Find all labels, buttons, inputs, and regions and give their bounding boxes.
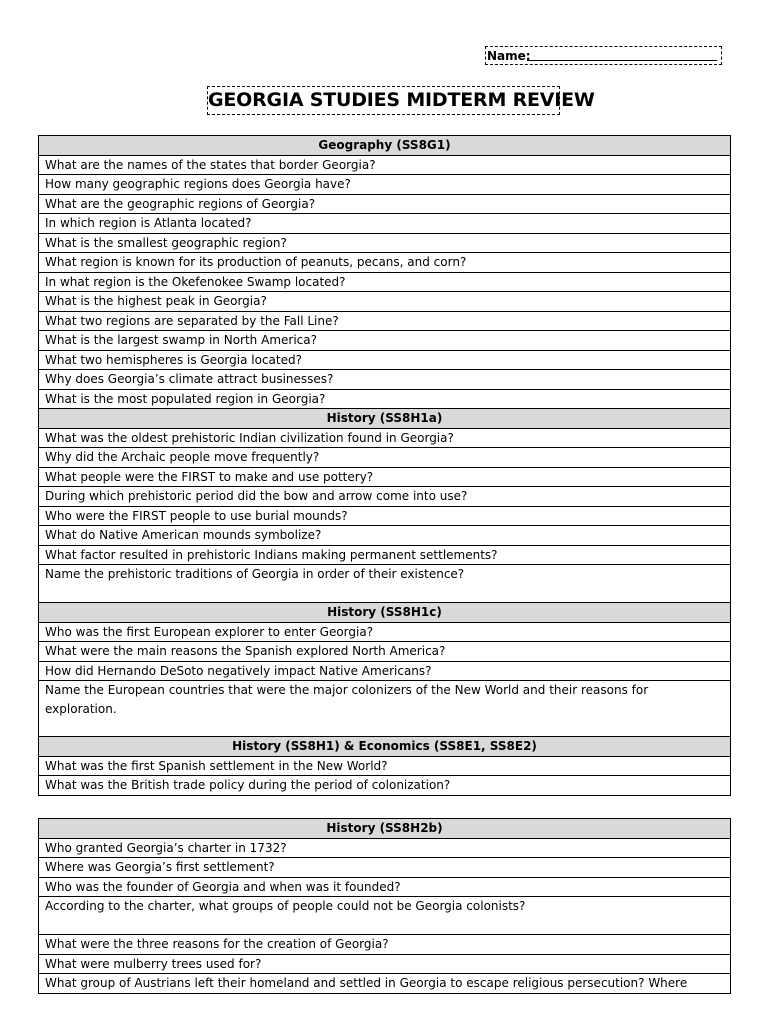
question-row: [39, 526, 731, 546]
question-cell: According to the charter, what groups of people could not be Georgia colonists?: [39, 897, 731, 935]
review-table-2: [38, 818, 731, 994]
name-label: Name:: [487, 49, 531, 63]
question-row: [39, 622, 731, 642]
question-cell: What factor resulted in prehistoric Indians making permanent settlements?: [39, 545, 731, 565]
page-title: GEORGIA STUDIES MIDTERM REVIEW: [207, 86, 560, 115]
question-cell: What region is known for its production of peanuts, pecans, and corn?: [39, 253, 731, 273]
section-header-row: [39, 409, 731, 429]
question-cell: During which prehistoric period did the bow and arrow come into use?: [39, 487, 731, 507]
question-row: [39, 565, 731, 603]
question-row: [39, 311, 731, 331]
question-row: [39, 331, 731, 351]
question-cell: What is the smallest geographic region?: [39, 233, 731, 253]
question-cell: How many geographic regions does Georgia have?: [39, 175, 731, 195]
question-cell: Who granted Georgia’s charter in 1732?: [39, 838, 731, 858]
question-row: [39, 776, 731, 796]
question-row: [39, 661, 731, 681]
question-cell: Why did the Archaic people move frequently?: [39, 448, 731, 468]
question-row: [39, 370, 731, 390]
question-cell: What are the names of the states that border Georgia?: [39, 155, 731, 175]
question-cell: Who were the FIRST people to use burial mounds?: [39, 506, 731, 526]
question-cell: What do Native American mounds symbolize?: [39, 526, 731, 546]
question-cell: What is the largest swamp in North America?: [39, 331, 731, 351]
question-row: [39, 292, 731, 312]
question-row: [39, 487, 731, 507]
question-cell: What two regions are separated by the Fall Line?: [39, 311, 731, 331]
question-cell: Who was the founder of Georgia and when was it founded?: [39, 877, 731, 897]
question-row: [39, 428, 731, 448]
question-cell: Where was Georgia’s first settlement?: [39, 858, 731, 878]
question-row: [39, 214, 731, 234]
question-row: [39, 233, 731, 253]
section-header-row: [39, 737, 731, 757]
question-cell: What is the most populated region in Georgia?: [39, 389, 731, 409]
question-cell: What are the geographic regions of Georgia?: [39, 194, 731, 214]
question-cell: Who was the first European explorer to enter Georgia?: [39, 622, 731, 642]
question-row: [39, 877, 731, 897]
question-cell: What were the main reasons the Spanish explored North America?: [39, 642, 731, 662]
question-row: [39, 272, 731, 292]
question-cell: What were mulberry trees used for?: [39, 954, 731, 974]
question-cell: What was the oldest prehistoric Indian civilization found in Georgia?: [39, 428, 731, 448]
question-row: [39, 974, 731, 994]
question-row: [39, 858, 731, 878]
section-heading: History (SS8H1) & Economics (SS8E1, SS8E2): [39, 737, 731, 757]
question-cell: What was the first Spanish settlement in the New World?: [39, 756, 731, 776]
question-cell: In which region is Atlanta located?: [39, 214, 731, 234]
name-field[interactable]: [485, 46, 722, 65]
question-row: [39, 448, 731, 468]
review-table-1: [38, 135, 731, 796]
question-cell: Name the prehistoric traditions of Georgia in order of their existence?: [39, 565, 731, 603]
question-row: [39, 350, 731, 370]
question-row: [39, 681, 731, 737]
question-cell: What is the highest peak in Georgia?: [39, 292, 731, 312]
question-cell: How did Hernando DeSoto negatively impact Native Americans?: [39, 661, 731, 681]
section-heading: History (SS8H1a): [39, 409, 731, 429]
question-row: [39, 838, 731, 858]
question-row: [39, 642, 731, 662]
question-cell: Why does Georgia’s climate attract businesses?: [39, 370, 731, 390]
section-header-row: [39, 819, 731, 839]
question-cell: Name the European countries that were the major colonizers of the New World and their reasons for exploration.: [39, 681, 731, 737]
section-heading: Geography (SS8G1): [39, 136, 731, 156]
name-underline: [527, 60, 717, 61]
question-row: [39, 935, 731, 955]
section-heading: History (SS8H2b): [39, 819, 731, 839]
question-row: [39, 467, 731, 487]
question-cell: What was the British trade policy during the period of colonization?: [39, 776, 731, 796]
question-cell: In what region is the Okefenokee Swamp located?: [39, 272, 731, 292]
question-row: [39, 175, 731, 195]
question-cell: What two hemispheres is Georgia located?: [39, 350, 731, 370]
question-row: [39, 506, 731, 526]
question-cell: What were the three reasons for the creation of Georgia?: [39, 935, 731, 955]
question-row: [39, 756, 731, 776]
question-cell: What people were the FIRST to make and use pottery?: [39, 467, 731, 487]
question-row: [39, 155, 731, 175]
question-row: [39, 545, 731, 565]
question-row: [39, 389, 731, 409]
question-cell: What group of Austrians left their homeland and settled in Georgia to escape religious persecution? Where: [39, 974, 731, 994]
section-heading: History (SS8H1c): [39, 603, 731, 623]
question-row: [39, 897, 731, 935]
section-header-row: [39, 136, 731, 156]
question-row: [39, 954, 731, 974]
question-row: [39, 194, 731, 214]
section-header-row: [39, 603, 731, 623]
question-row: [39, 253, 731, 273]
